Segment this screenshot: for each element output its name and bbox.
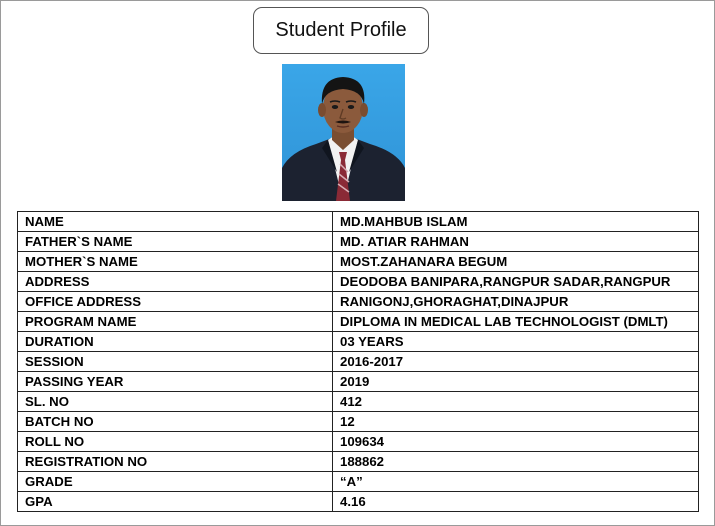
field-label: SESSION: [18, 352, 333, 372]
table-row: [18, 312, 699, 332]
table-row: [18, 332, 699, 352]
field-label: OFFICE ADDRESS: [18, 292, 333, 312]
table-row: [18, 292, 699, 312]
table-row: [18, 392, 699, 412]
field-label: DURATION: [18, 332, 333, 352]
field-value: 188862: [333, 452, 699, 472]
field-label: NAME: [18, 212, 333, 232]
table-row: [18, 492, 699, 512]
field-label: ADDRESS: [18, 272, 333, 292]
field-value: RANIGONJ,GHORAGHAT,DINAJPUR: [333, 292, 699, 312]
field-value: “A”: [333, 472, 699, 492]
table-row: [18, 372, 699, 392]
field-value: 2019: [333, 372, 699, 392]
table-row: [18, 272, 699, 292]
field-label: REGISTRATION NO: [18, 452, 333, 472]
field-label: BATCH NO: [18, 412, 333, 432]
table-row: [18, 212, 699, 232]
field-value: DIPLOMA IN MEDICAL LAB TECHNOLOGIST (DMLT): [333, 312, 699, 332]
field-value: MD. ATIAR RAHMAN: [333, 232, 699, 252]
field-label: SL. NO: [18, 392, 333, 412]
field-label: GRADE: [18, 472, 333, 492]
field-label: PROGRAM NAME: [18, 312, 333, 332]
table-row: [18, 452, 699, 472]
field-label: ROLL NO: [18, 432, 333, 452]
page-title: Student Profile: [253, 7, 429, 54]
field-label: PASSING YEAR: [18, 372, 333, 392]
field-value: DEODOBA BANIPARA,RANGPUR SADAR,RANGPUR: [333, 272, 699, 292]
table-row: [18, 472, 699, 492]
field-value: 2016-2017: [333, 352, 699, 372]
field-value: MOST.ZAHANARA BEGUM: [333, 252, 699, 272]
field-label: GPA: [18, 492, 333, 512]
field-label: FATHER`S NAME: [18, 232, 333, 252]
field-value: 12: [333, 412, 699, 432]
table-row: [18, 232, 699, 252]
field-value: 4.16: [333, 492, 699, 512]
field-value: 412: [333, 392, 699, 412]
table-row: [18, 412, 699, 432]
table-row: [18, 252, 699, 272]
field-value: MD.MAHBUB ISLAM: [333, 212, 699, 232]
student-details-table: [17, 211, 699, 512]
table-row: [18, 432, 699, 452]
field-label: MOTHER`S NAME: [18, 252, 333, 272]
field-value: 109634: [333, 432, 699, 452]
student-photo: [282, 64, 405, 201]
field-value: 03 YEARS: [333, 332, 699, 352]
table-row: [18, 352, 699, 372]
